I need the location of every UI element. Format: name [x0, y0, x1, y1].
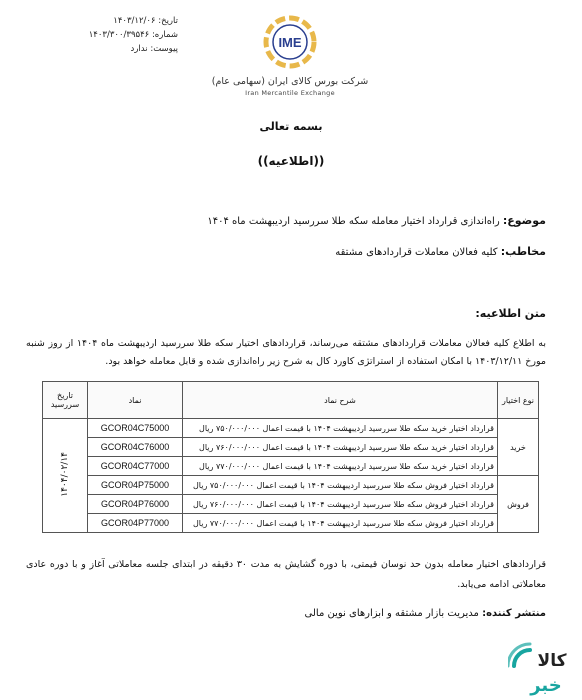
- row-description: قرارداد اختیار خرید سکه طلا سررسید اردیبهشت ۱۴۰۴ با قیمت اعمال ۷۶۰/۰۰۰/۰۰۰ ریال: [183, 438, 498, 457]
- maturity-cell: [43, 419, 88, 533]
- row-description: قرارداد اختیار فروش سکه طلا سررسید اردیبهشت ۱۴۰۴ با قیمت اعمال ۷۵۰/۰۰۰/۰۰۰ ریال: [183, 476, 498, 495]
- publisher-line: [26, 608, 546, 619]
- subject-text: راه‌اندازی قرارداد اختیار معامله سکه طلا سررسید اردیبهشت ماه ۱۴۰۴: [207, 216, 500, 227]
- subject-label: موضوع:: [502, 214, 546, 227]
- table-row: [43, 419, 539, 438]
- company-name-en: Iran Mercantile Exchange: [245, 89, 335, 97]
- meta-date: تاریخ: ۱۴۰۳/۱۲/۰۶: [113, 16, 178, 26]
- publisher-label: منتشر کننده:: [482, 608, 546, 619]
- header-maturity: تاریخ سررسید: [43, 382, 88, 419]
- document-meta: [58, 14, 178, 56]
- table-row: [43, 476, 539, 495]
- watermark-bottom-text: خبر: [530, 675, 562, 696]
- addressee-line: [26, 245, 546, 258]
- maturity-date: ۱۴۰۴/۰۲/۱۴: [60, 452, 70, 497]
- row-description: قرارداد اختیار فروش سکه طلا سررسید اردیبهشت ۱۴۰۴ با قیمت اعمال ۷۷۰/۰۰۰/۰۰۰ ریال: [183, 514, 498, 533]
- row-symbol: GCOR04P76000: [88, 495, 183, 514]
- table-row: [43, 438, 539, 457]
- row-symbol: GCOR04C77000: [88, 457, 183, 476]
- body-label-line: [26, 307, 546, 320]
- meta-number: شماره: ۱۴۰۳/۳۰۰/۳۹۵۴۶: [88, 30, 178, 40]
- table-row: [43, 457, 539, 476]
- body-label: متن اطلاعیه:: [475, 307, 546, 320]
- type-put: فروش: [498, 476, 539, 533]
- publisher-text: مدیریت بازار مشتقه و ابزارهای نوین مالی: [304, 608, 479, 619]
- footer-paragraph: قراردادهای اختیار معامله بدون حد نوسان قیمتی، با دوره گشایش به مدت ۳۰ دقیقه در ابتدای جلسه معاملاتی آغاز و با دوره عادی معاملاتی ادامه می‌یابد.: [26, 559, 546, 590]
- options-table: [42, 381, 539, 533]
- addressee-text: کلیه فعالان معاملات قراردادهای مشتقه: [335, 247, 498, 258]
- header-type: نوع اختیار: [498, 382, 539, 419]
- logo-text: IME: [278, 35, 302, 50]
- row-symbol: GCOR04P77000: [88, 514, 183, 533]
- table-row: [43, 514, 539, 533]
- ime-logo-icon: [262, 14, 318, 70]
- meta-attachment: پیوست: ندارد: [130, 44, 178, 54]
- body-paragraph: به اطلاع کلیه فعالان معاملات قراردادهای مشتقه می‌رساند، قراردادهای اختیار سکه طلا سررسید اردیبهشت ماه ۱۴۰۴ از روز شنبه مورخ ۱۴۰۳/۱۲/۱۱ با امکان استفاده از استراتژی کاورد کال به شرح زیر راه‌اندازی شده و قابل معامله خواهد بود.: [26, 338, 546, 367]
- row-symbol: GCOR04P75000: [88, 476, 183, 495]
- notice-heading: ((اطلاعیه)): [257, 154, 325, 168]
- table-header-row: [43, 382, 539, 419]
- row-symbol: GCOR04C75000: [88, 419, 183, 438]
- company-name-block: [200, 76, 380, 97]
- addressee-label: مخاطب:: [500, 245, 546, 258]
- bismillah-heading: بسمه تعالی: [259, 120, 323, 133]
- type-call: خرید: [498, 419, 539, 476]
- header-description: شرح نماد: [183, 382, 498, 419]
- header-symbol: نماد: [88, 382, 183, 419]
- table-row: [43, 495, 539, 514]
- kala-khabar-logo-icon: [508, 636, 578, 698]
- row-description: قرارداد اختیار خرید سکه طلا سررسید اردیبهشت ۱۴۰۴ با قیمت اعمال ۷۵۰/۰۰۰/۰۰۰ ریال: [183, 419, 498, 438]
- company-name-fa: شرکت بورس کالای ایران (سهامی عام): [211, 76, 369, 87]
- row-description: قرارداد اختیار فروش سکه طلا سررسید اردیبهشت ۱۴۰۴ با قیمت اعمال ۷۶۰/۰۰۰/۰۰۰ ریال: [183, 495, 498, 514]
- subject-line: [26, 214, 546, 227]
- row-symbol: GCOR04C76000: [88, 438, 183, 457]
- watermark-top-text: کالا: [537, 651, 567, 671]
- row-description: قرارداد اختیار خرید سکه طلا سررسید اردیبهشت ۱۴۰۴ با قیمت اعمال ۷۷۰/۰۰۰/۰۰۰ ریال: [183, 457, 498, 476]
